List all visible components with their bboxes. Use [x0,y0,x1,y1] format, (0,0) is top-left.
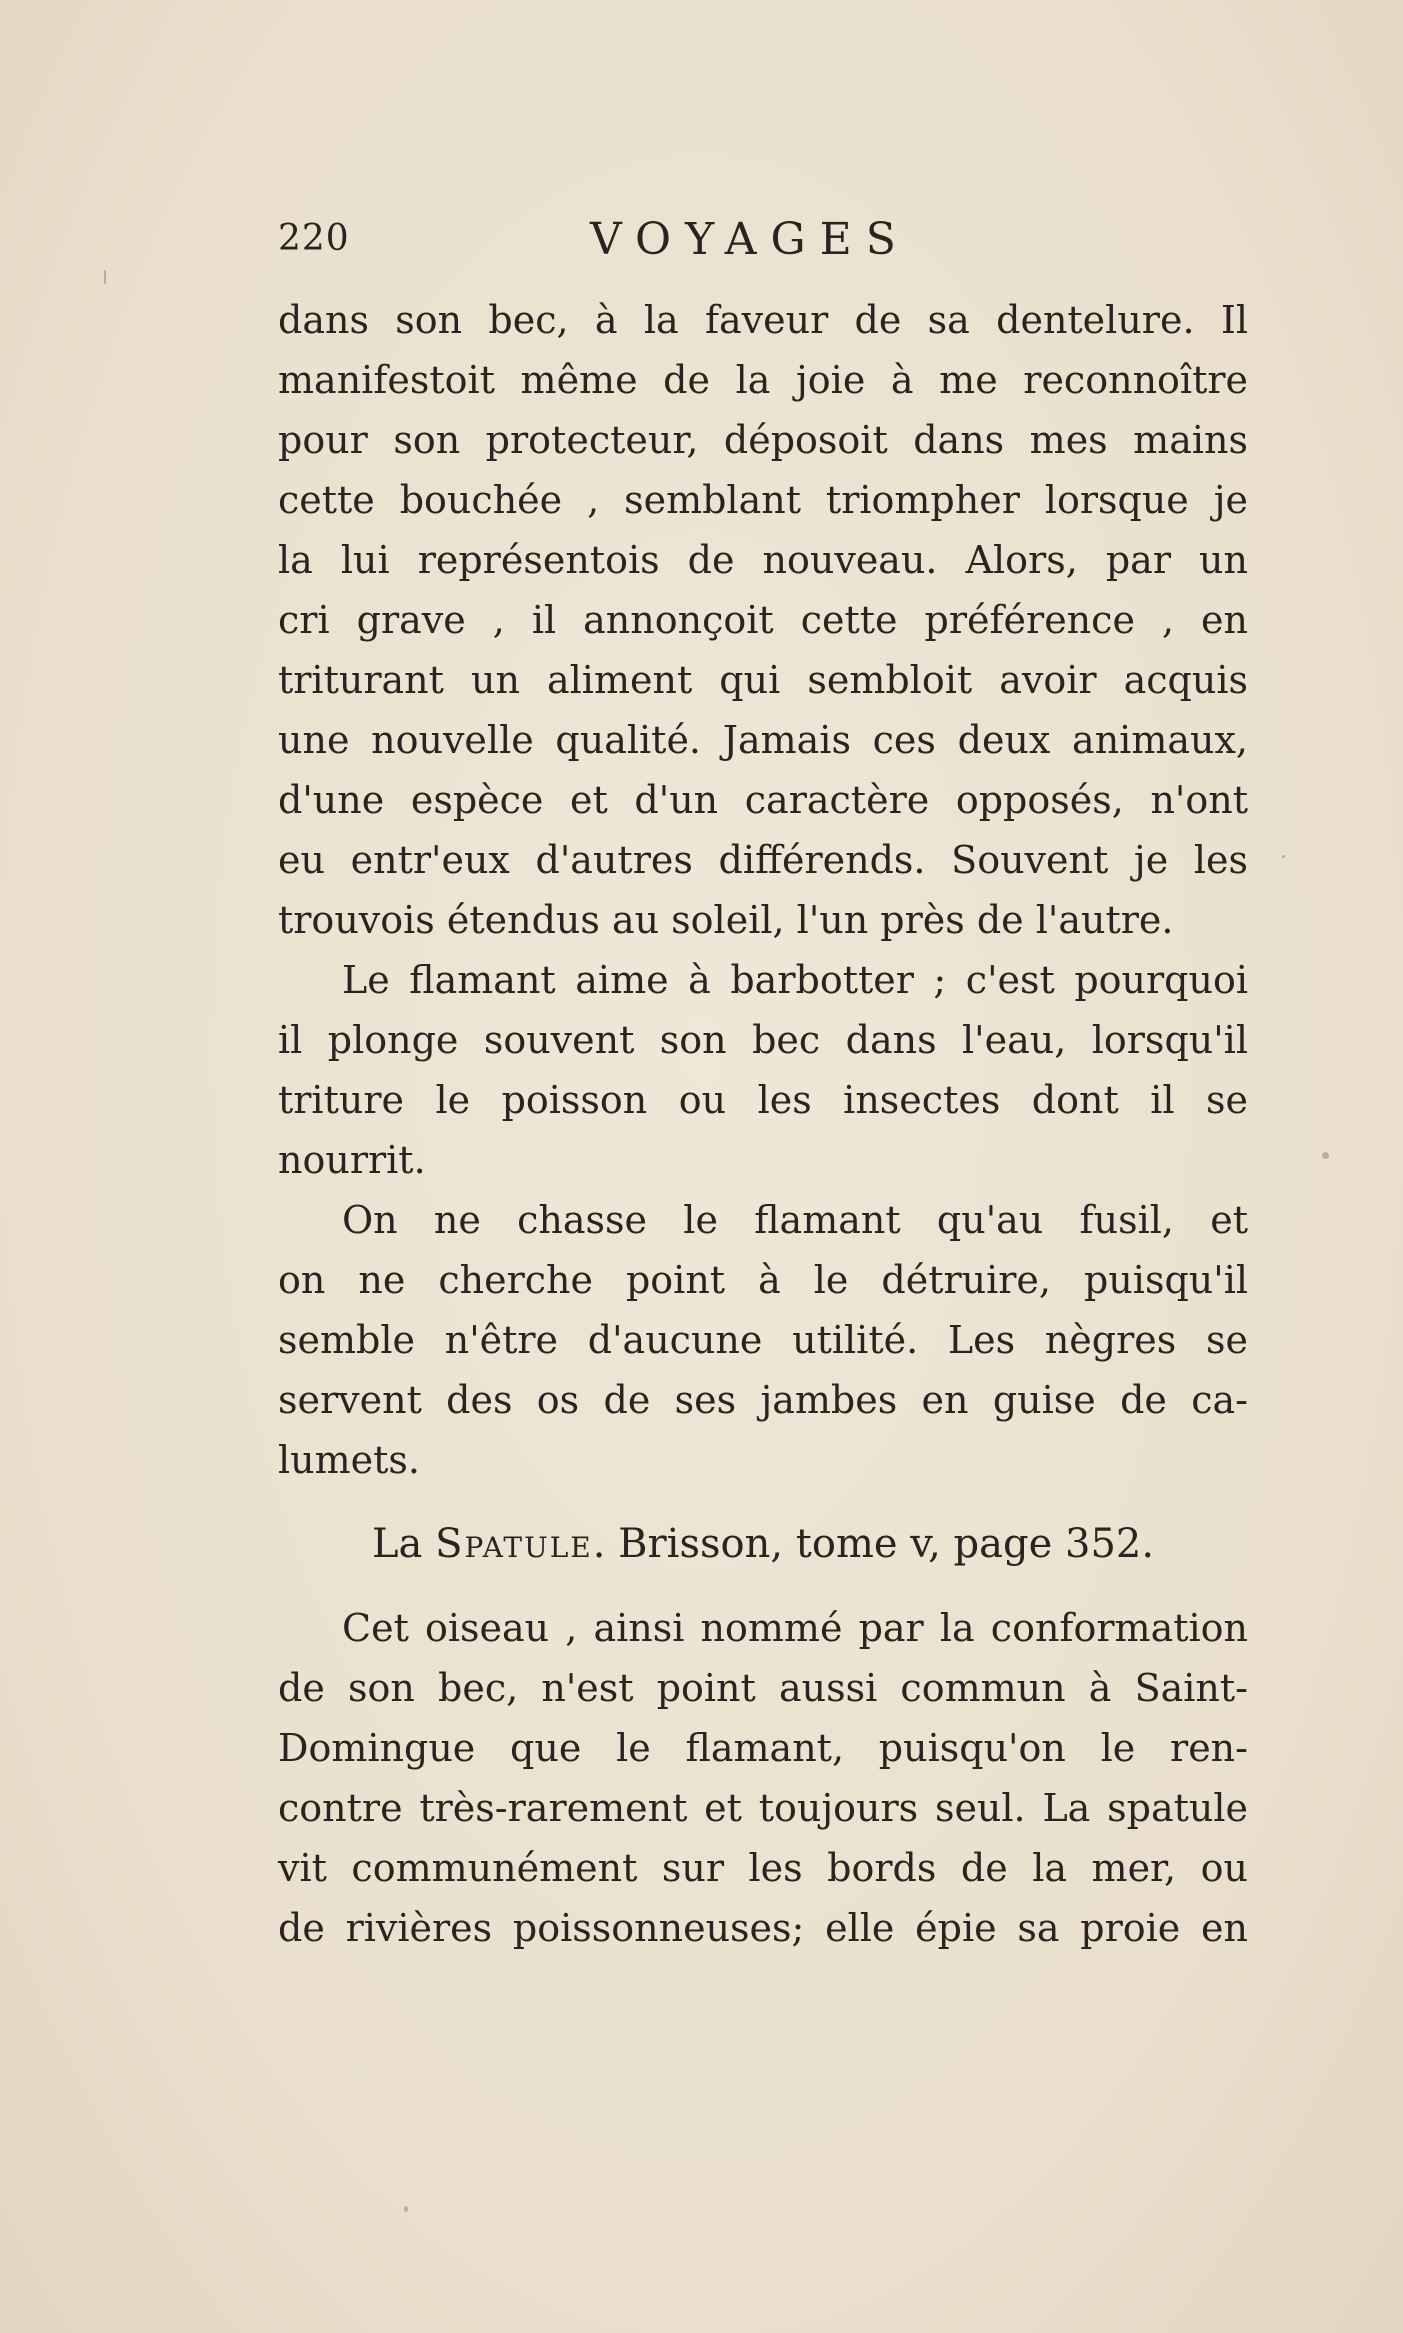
paragraph-4 [278,1598,1248,1958]
text-line: nourrit. [278,1138,426,1182]
text-line: de son bec, n'est point aussi commun à Saint- [278,1666,1248,1710]
paper-speck [1322,1152,1329,1159]
text-line: On ne chasse le flamant qu'au fusil, et [342,1198,1248,1242]
paper-speck [1282,855,1285,858]
paragraph-1 [278,290,1248,950]
heading-prefix: La [371,1521,436,1567]
text-line: pour son protecteur, déposoit dans mes mains [278,418,1248,462]
page-header [278,214,1248,278]
text-line: une nouvelle qualité. Jamais ces deux animaux, [278,718,1248,762]
text-line: cri grave , il annonçoit cette préférence , en [278,598,1248,642]
page-number: 220 [278,218,350,259]
text-line: Le flamant aime à barbotter ; c'est pourquoi [342,958,1248,1002]
text-line: triture le poisson ou les insectes dont il se [278,1078,1248,1122]
text-line: trouvois étendus au soleil, l'un près de l'autre. [278,898,1174,942]
text-line: lumets. [278,1438,420,1482]
text-line: servent des os de ses jambes en guise de ca- [278,1378,1248,1422]
paper-speck [104,270,106,284]
text-line: la lui représentois de nouveau. Alors, par un [278,538,1248,582]
paragraph-2 [278,950,1248,1190]
section-heading [278,1512,1248,1576]
heading-species: Spatule [435,1521,593,1567]
text-line: d'une espèce et d'un caractère opposés, n'ont [278,778,1248,822]
text-line: contre très-rarement et toujours seul. La spatule [278,1786,1248,1830]
body-text [278,290,1248,1958]
text-line: on ne cherche point à le détruire, puisqu'il [278,1258,1248,1302]
text-line: vit communément sur les bords de la mer, ou [278,1846,1248,1890]
running-title: VOYAGES [590,214,910,265]
text-line: triturant un aliment qui sembloit avoir acquis [278,658,1248,702]
text-line: il plonge souvent son bec dans l'eau, lorsqu'il [278,1018,1248,1062]
text-line: de rivières poissonneuses; elle épie sa proie en [278,1906,1248,1950]
text-line: Cet oiseau , ainsi nommé par la conformation [342,1606,1248,1650]
paper-speck [404,2206,408,2212]
text-line: eu entr'eux d'autres différends. Souvent je les [278,838,1248,882]
text-line: Domingue que le flamant, puisqu'on le ren- [278,1726,1248,1770]
heading-reference: . Brisson, tome v, page 352. [592,1521,1155,1567]
paragraph-3 [278,1190,1248,1490]
text-line: cette bouchée , semblant triompher lorsque je [278,478,1248,522]
text-line: semble n'être d'aucune utilité. Les nègres se [278,1318,1248,1362]
text-line: dans son bec, à la faveur de sa dentelure. Il [278,298,1248,342]
text-line: manifestoit même de la joie à me reconnoître [278,358,1248,402]
